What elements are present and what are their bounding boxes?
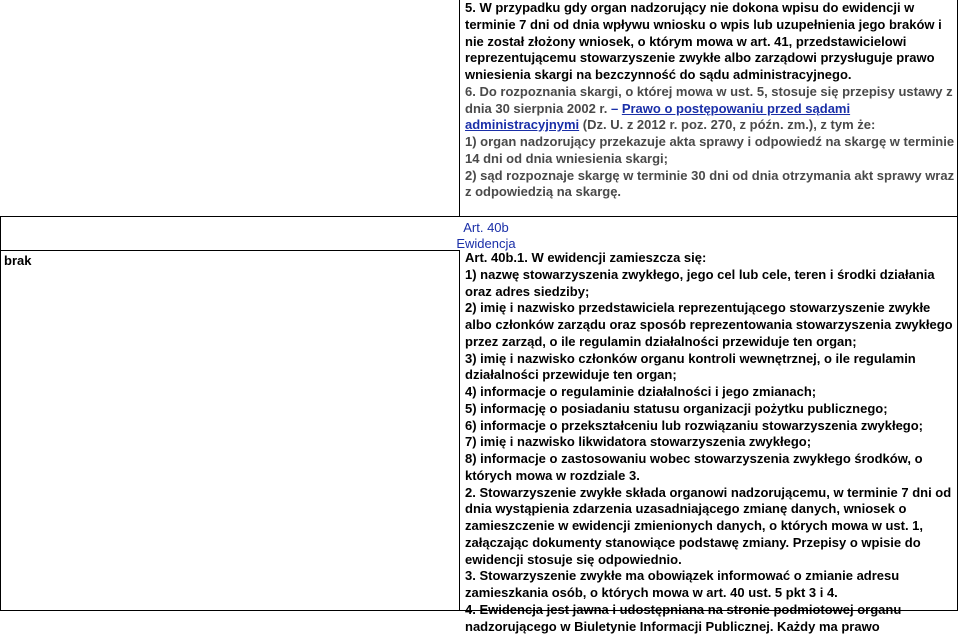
article-number: Art. 40b [463,220,509,235]
list-item-6: 6) informacje o przekształceniu lub rozwiązaniu stowarzyszenia zwykłego; [465,417,924,433]
article-paragraph-1-text: 1. W ewidencji zamieszcza się: [517,250,707,265]
article-prefix: Art. 40b. [465,250,518,265]
left-cell [4,252,444,270]
table-border-row-bottom [0,250,459,251]
list-item-5: 5) informację o posiadaniu statusu organizacji pożytku publicznego; [465,400,888,416]
paragraph-6-item-2: 2) sąd rozpoznaje skargę w terminie 30 dni od dnia otrzymania akt sprawy wraz z odpowiedzią na skargę. [465,167,955,200]
law-link[interactable]: Prawo o postępowaniu przed sądami administracyjnymi [465,100,851,133]
paragraph-6 [465,84,955,134]
list-item-4: 4) informacje o regulaminie działalności i jego zmianach; [465,384,817,399]
paragraph-5: 5. W przypadku gdy organ nadzorujący nie dokona wpisu do ewidencji w terminie 7 dni od dnia wpływu wniosku o wpis lub uzupełnienia jego braków i nie został złożony wniosek, o którym mowa w art. 41, przedstawicielowi reprezentującemu stowarzyszenie zwykłe albo zarządowi przysługuje prawo wniesienia skargi na bezczynność do sądu administracyjnego. [465,0,942,82]
list-item-3: 3) imię i nazwisko członków organu kontroli wewnętrznej, o ile regulamin działalności przewiduje ten organ; [465,350,916,383]
brak-label: brak [4,253,32,268]
article-paragraph-4: 4. Ewidencja jest jawna i udostępniana na stronie podmiotowej organu nadzorującego w Biuletynie Informacji Publicznej. Każdy ma prawo [465,601,902,634]
right-cell-top [465,0,955,201]
paragraph-6-item-1: 1) organ nadzorujący przekazuje akta sprawy i odpowiedź na skargę w terminie 14 dni od dnia wniesienia skargi; [465,134,955,166]
list-item-8: 8) informacje o zastosowaniu wobec stowarzyszenia zwykłego środków, o których mowa w rozdziale 3. [465,451,923,483]
list-item-2: 2) imię i nazwisko przedstawiciela reprezentującego stowarzyszenie zwykłe albo członków zarządu oraz sposób reprezentowania stowarzyszenia zwykłego przez zarząd, o ile regulamin działalności przewiduje ten organ; [465,300,953,349]
table-border-middle-top [459,0,460,216]
table-border-row [0,216,958,217]
article-paragraph-2: 2. Stowarzyszenie zwykłe składa organowi nadzorującemu, w terminie 7 dni od dnia wystąpienia zdarzenia uzasadniającego zmianę danych, wniosek o zamieszczenie w ewidencji zmienionych danych, o których mowa w ust. 1, załączając dokumenty stanowiące podstawę zmiany. Przepisy o wpisie do ewidencji stosuje się odpowiednio. [465,484,952,567]
list-item-7: 7) imię i nazwisko likwidatora stowarzyszenia zwykłego; [465,434,812,450]
article-title: Ewidencja [456,236,516,251]
paragraph-6-dash: – [610,100,622,116]
table-border-left [0,216,1,611]
article-paragraph-3: 3. Stowarzyszenie zwykłe ma obowiązek informować o zmianie adresu zamieszkania osób, o których mowa w art. 40 ust. 5 pkt 3 i 4. [465,568,900,600]
table-border-middle-bottom [459,250,460,611]
article-paragraph-1 [465,250,955,267]
right-cell-bottom [465,250,955,635]
table-border-right [957,0,958,611]
paragraph-6-text: 6. Do rozpoznania skargi, o której mowa w ust. 5, stosuje się przepisy ustawy z dnia 30 sierpnia 2002 r. [465,83,953,116]
list-item-1: 1) nazwę stowarzyszenia zwykłego, jego cel lub cele, teren i środki działania oraz adres siedziby; [465,266,935,299]
paragraph-6-tail: (Dz. U. z 2012 r. poz. 270, z późn. zm.), z tym że: [579,117,876,133]
